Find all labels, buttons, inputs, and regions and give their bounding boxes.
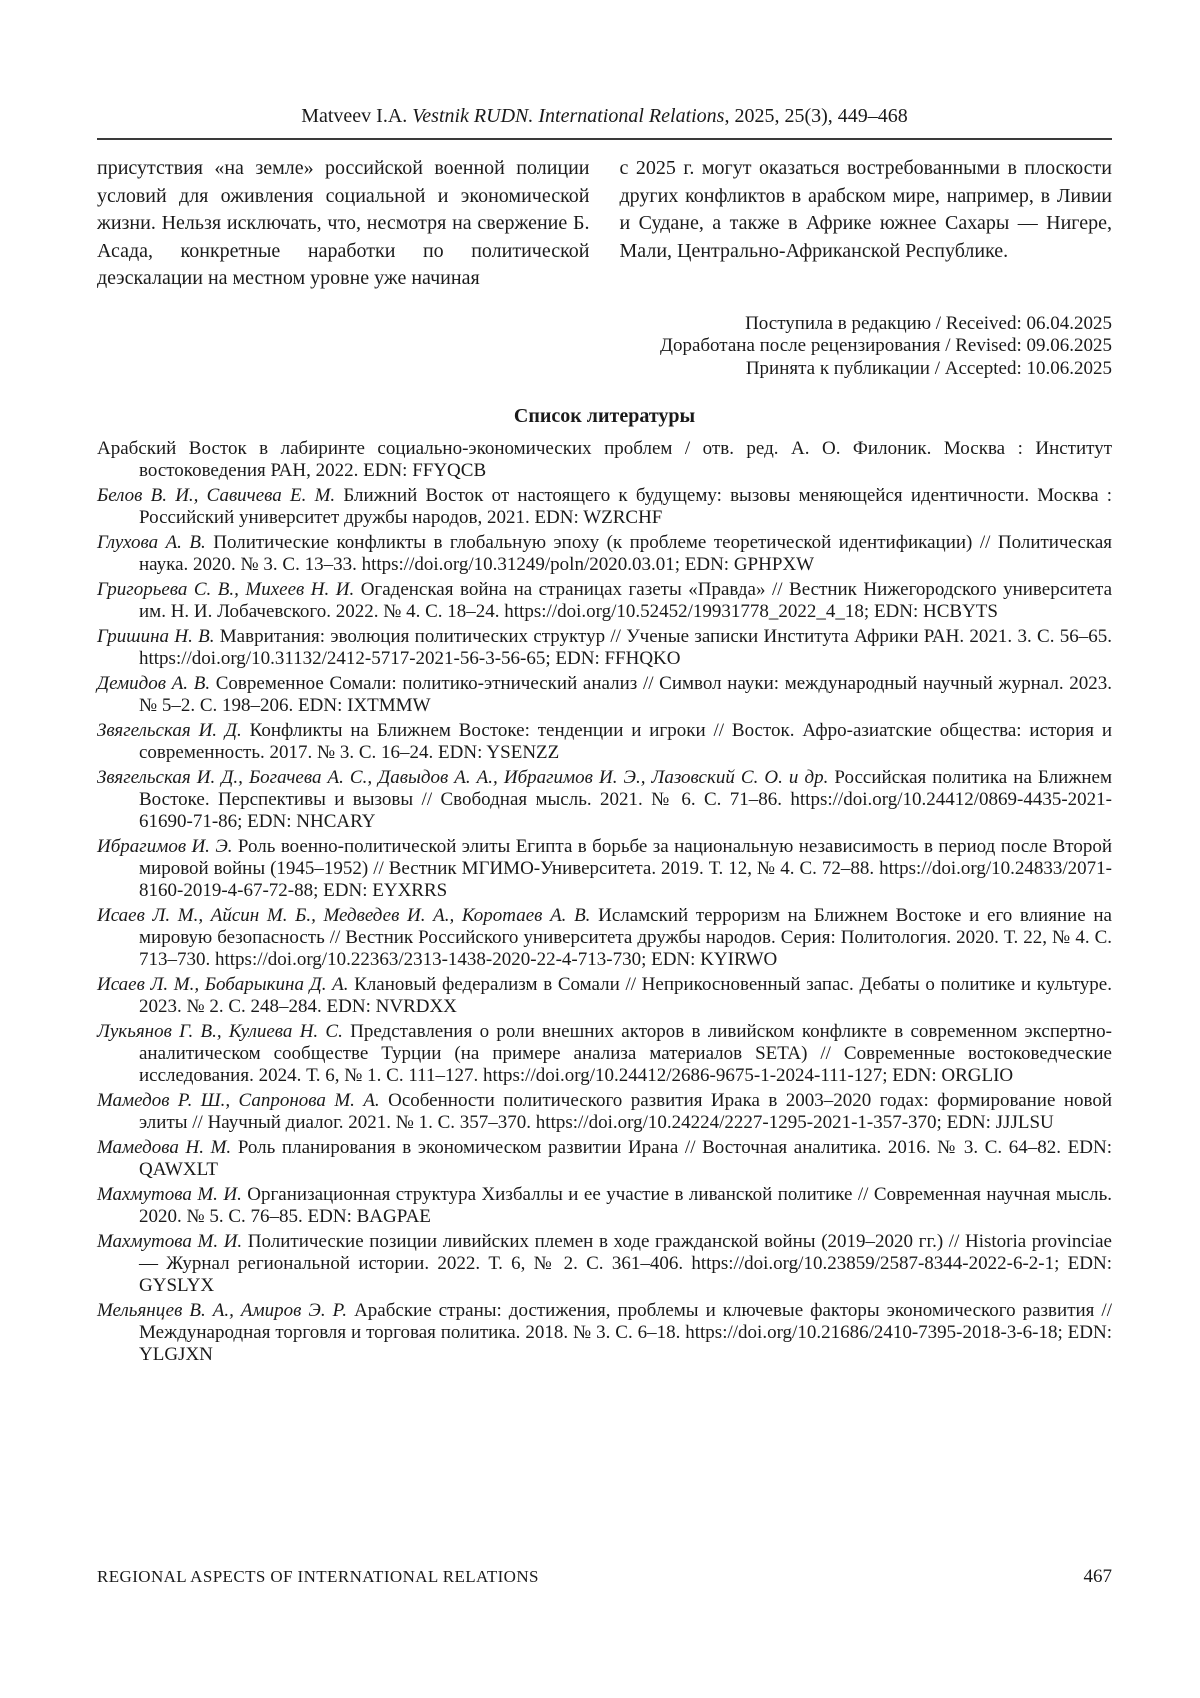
reference-authors: Махмутова М. И. (97, 1231, 243, 1252)
revised-date-line: Доработана после рецензирования / Revised: 09.06.2025 (660, 335, 1112, 356)
article-dates-block (97, 313, 1112, 381)
body-column-right: с 2025 г. могут оказаться востребованными в плоскости других конфликтов в арабском мире, например, в Ливии и Судане, а также в Африке южнее Сахары — Нигере, Мали, Центрально-Африканской Республике. (619, 157, 1112, 262)
reference-text: Мавритания: эволюция политических структур // Ученые записки Института Африки РАН. 2021. 3. С. 56–65. https://doi.org/10.31132/2412-5717-2021-56-3-56-65; EDN: FFHQKO (139, 626, 1113, 669)
footer-page-number: 467 (1083, 1566, 1112, 1587)
reference-entry (97, 1090, 1112, 1134)
reference-text: Современное Сомали: политико-этнический анализ // Символ науки: международный научный журнал. 2023. № 5–2. С. 198–206. EDN: IXTMMW (139, 673, 1113, 716)
reference-text: Организационная структура Хизбаллы и ее участие в ливанской политике // Современная научная мысль. 2020. № 5. С. 76–85. EDN: BAGPAE (139, 1184, 1112, 1227)
reference-authors: Мамедов Р. Ш., Сапронова М. А. (97, 1090, 380, 1111)
reference-text: Роль военно-политической элиты Египта в борьбе за национальную независимость в период после Второй мировой войны (1945–1952) // Вестник МГИМО-Университета. 2019. Т. 12, № 4. С. 72–88. https://doi.org/10.24833/2071-8160-2019-4-67-72-88; EDN: EYXRRS (139, 836, 1112, 901)
running-header-issue-info: , 2025, 25(3), 449–468 (724, 105, 908, 127)
reference-text: Арабский Восток в лабиринте социально-экономических проблем / отв. ред. А. О. Филоник. Москва : Институт востоковедения РАН, 2022. EDN: FFYQCB (97, 438, 1112, 481)
reference-entry (97, 626, 1112, 670)
reference-entry (97, 1137, 1112, 1181)
running-header-author: Matveev I.A. (301, 105, 413, 127)
reference-authors: Исаев Л. М., Бобарыкина Д. А. (97, 974, 349, 995)
reference-text: Роль планирования в экономическом развитии Ирана // Восточная аналитика. 2016. № 3. С. 64–82. EDN: QAWXLT (139, 1137, 1112, 1180)
reference-authors: Демидов А. В. (97, 673, 211, 694)
reference-entry (97, 673, 1112, 717)
reference-text: Исламский терроризм на Ближнем Востоке и его влияние на мировую безопасность // Вестник Российского университета дружбы народов. Серия: Политология. 2020. Т. 22, № 4. С. 713–730. https://doi.org/10.22363/2313-1438-2020-22-4-713-730; EDN: KYIRWO (139, 905, 1112, 970)
reference-text: Конфликты на Ближнем Востоке: тенденции и игроки // Восток. Афро-азиатские общества: история и современность. 2017. № 3. С. 16–24. EDN: YSENZZ (139, 720, 1113, 763)
reference-authors: Белов В. И., Савичева Е. М. (97, 485, 336, 506)
reference-authors: Григорьева С. В., Михеев Н. И. (97, 579, 355, 600)
received-date-line: Поступила в редакцию / Received: 06.04.2025 (745, 312, 1112, 334)
footer-section-title: REGIONAL ASPECTS OF INTERNATIONAL RELATIONS (97, 1567, 539, 1586)
reference-authors: Глухова А. В. (97, 532, 206, 553)
reference-text: Политические позиции ливийских племен в ходе гражданской войны (2019–2020 гг.) // Historia provinciae — Журнал региональной истории. 2022. Т. 6, № 2. С. 361–406. https://doi.org/10.23859/2587-8344-2022-6-2-1; EDN: GYSLYX (139, 1231, 1112, 1296)
reference-authors: Ибрагимов И. Э. (97, 836, 233, 857)
reference-text: Представления о роли внешних акторов в ливийском конфликте в современном экспертно-аналитическом сообществе Турции (на примере анализа материалов SETA) // Современные востоковедческие исследования. 2024. Т. 6, № 1. С. 111–127. https://doi.org/10.24412/2686-9675-1-2024-111-127; EDN: ORGLIO (139, 1021, 1113, 1086)
reference-text: Ближний Восток от настоящего к будущему: вызовы меняющейся идентичности. Москва : Российский университет дружбы народов, 2021. EDN: WZRCHF (139, 485, 1112, 528)
reference-entry (97, 1021, 1112, 1087)
reference-entry (97, 532, 1112, 576)
reference-authors: Гришина Н. В. (97, 626, 215, 647)
reference-text: Огаденская война на страницах газеты «Правда» // Вестник Нижегородского университета им. Н. И. Лобачевского. 2022. № 4. С. 18–24. https://doi.org/10.52452/19931778_2022_4_18; EDN: HCBYTS (139, 579, 1112, 622)
running-header-journal-title: Vestnik RUDN. International Relations (412, 105, 725, 127)
reference-authors: Мельянцев В. А., Амиров Э. Р. (97, 1300, 348, 1321)
reference-entry (97, 767, 1112, 833)
reference-entry (97, 836, 1112, 902)
references-list (97, 438, 1112, 1366)
body-column-left: присутствия «на земле» российской военной полиции условий для оживления социальной и экономической жизни. Нельзя исключать, что, несмотря на свержение Б. Асада, конкретные наработки по политической деэскалации на местном уровне уже начиная (97, 157, 590, 289)
running-header (97, 104, 1112, 128)
body-two-columns (97, 155, 1112, 293)
page-footer (97, 1566, 1112, 1588)
reference-entry (97, 1184, 1112, 1228)
reference-authors: Исаев Л. М., Айсин М. Б., Медведев И. А., Коротаев А. В. (97, 905, 591, 926)
reference-entry (97, 1300, 1112, 1366)
accepted-date-line: Принята к публикации / Accepted: 10.06.2025 (745, 357, 1112, 379)
reference-entry (97, 579, 1112, 623)
reference-entry (97, 905, 1112, 971)
header-divider-rule (97, 138, 1112, 140)
references-heading: Список литературы (513, 405, 696, 427)
reference-text: Политические конфликты в глобальную эпоху (к проблеме теоретической идентификации) // Политическая наука. 2020. № 3. С. 13–33. https://doi.org/10.31249/poln/2020.03.01; EDN: GPHPXW (139, 532, 1112, 575)
reference-authors: Лукьянов Г. В., Кулиева Н. С. (97, 1021, 343, 1042)
reference-entry (97, 1231, 1112, 1297)
reference-entry (97, 974, 1112, 1018)
reference-authors: Махмутова М. И. (97, 1184, 242, 1205)
reference-text: Клановый федерализм в Сомали // Неприкосновенный запас. Дебаты о политике и культуре. 2023. № 2. С. 248–284. EDN: NVRDXX (139, 974, 1112, 1017)
reference-text: Российская политика на Ближнем Востоке. Перспективы и вызовы // Свободная мысль. 2021. № 6. С. 71–86. https://doi.org/10.24412/0869-4435-2021-61690-71-86; EDN: NHCARY (139, 767, 1112, 832)
reference-authors: Звягельская И. Д. (97, 720, 242, 741)
reference-entry (97, 485, 1112, 529)
reference-entry (97, 438, 1112, 482)
reference-text: Особенности политического развития Ирака в 2003–2020 годах: формирование новой элиты // Научный диалог. 2021. № 1. С. 357–370. https://doi.org/10.24224/2227-1295-2021-1-357-370; EDN: JJJLSU (139, 1090, 1112, 1133)
reference-text: Арабские страны: достижения, проблемы и ключевые факторы экономического развития // Международная торговля и торговая политика. 2018. № 3. С. 6–18. https://doi.org/10.21686/2410-7395-2018-3-6-18; EDN: YLGJXN (139, 1300, 1112, 1365)
reference-authors: Мамедова Н. М. (97, 1137, 232, 1158)
reference-authors: Звягельская И. Д., Богачева А. С., Давыдов А. А., Ибрагимов И. Э., Лазовский С. О. и др. (97, 767, 829, 788)
reference-entry (97, 720, 1112, 764)
